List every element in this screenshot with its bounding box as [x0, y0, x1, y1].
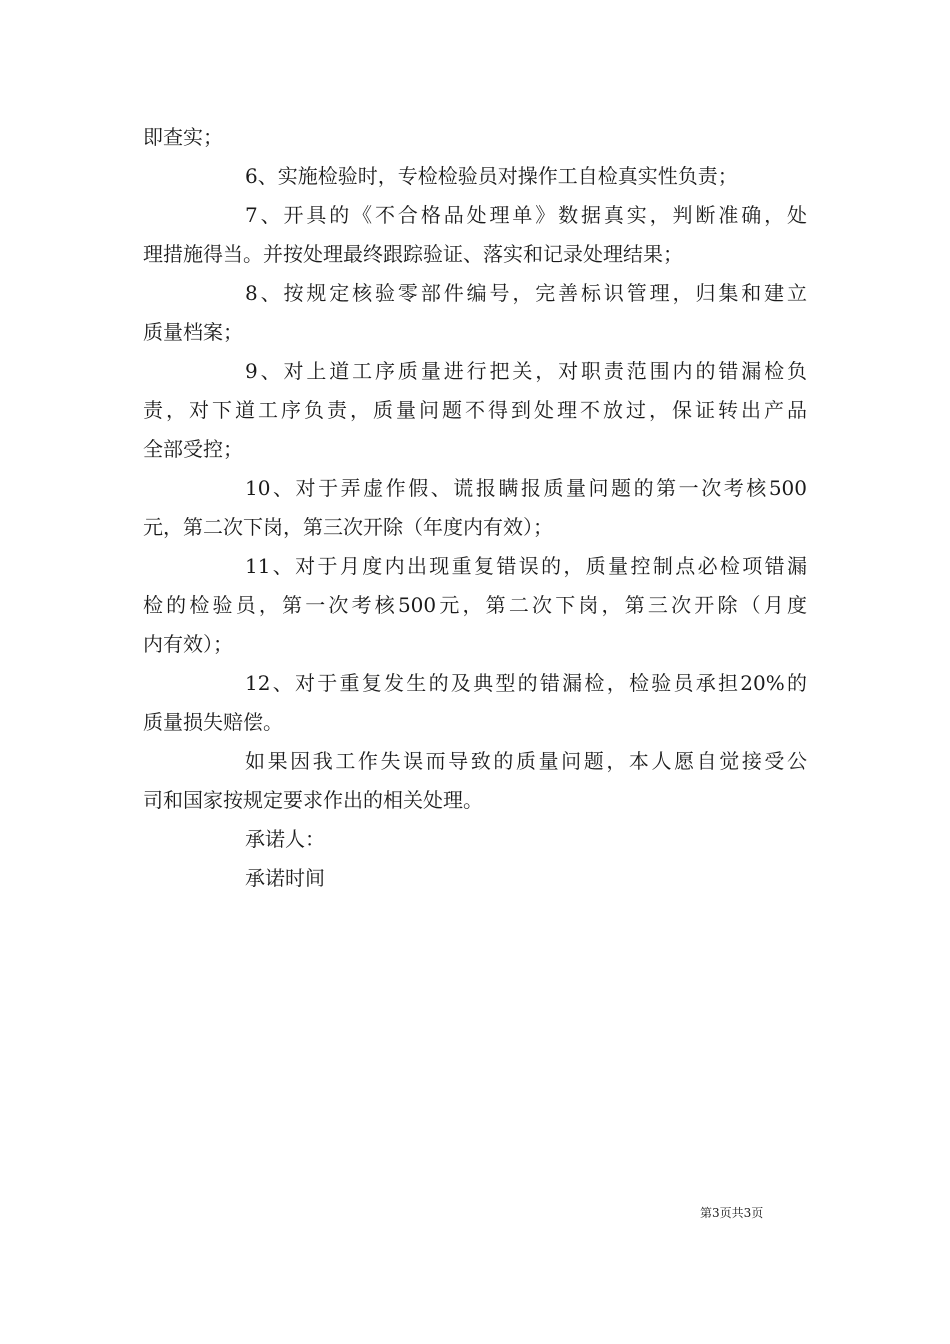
text-line: 7、开具的《不合格品处理单》数据真实，判断准确，处: [245, 203, 807, 227]
text-line: 即查实；: [143, 125, 223, 149]
text-line: 如果因我工作失误而导致的质量问题，本人愿自觉接受公: [245, 749, 807, 773]
text-line: 内有效）；: [143, 632, 233, 656]
document-body: [143, 118, 807, 898]
text-line: 质量档案；: [143, 320, 243, 344]
text-line: 10、对于弄虚作假、谎报瞒报质量问题的第一次考核500: [245, 476, 807, 500]
text-line: 9、对上道工序质量进行把关，对职责范围内的错漏检负: [245, 359, 807, 383]
text-line: 11、对于月度内出现重复错误的，质量控制点必检项错漏: [245, 554, 807, 578]
signature-label: 承诺人：: [245, 827, 325, 851]
text-line: 质量损失赔偿。: [143, 710, 283, 734]
text-line: 司和国家按规定要求作出的相关处理。: [143, 788, 483, 812]
text-line: 元，第二次下岗，第三次开除（年度内有效）；: [143, 515, 553, 539]
text-line: 全部受控；: [143, 437, 243, 461]
text-line: 责，对下道工序负责，质量问题不得到处理不放过，保证转出产品: [143, 398, 807, 422]
page-number: 第3页共3页: [700, 1206, 764, 1220]
text-line: 8、按规定核验零部件编号，完善标识管理，归集和建立: [245, 281, 807, 305]
text-line: 6、实施检验时，专检检验员对操作工自检真实性负责；: [245, 164, 738, 188]
text-line: 理措施得当。并按处理最终跟踪验证、落实和记录处理结果；: [143, 242, 683, 266]
signature-date-label: 承诺时间: [245, 866, 325, 890]
text-line: 12、对于重复发生的及典型的错漏检，检验员承担20%的: [245, 671, 807, 695]
text-line: 检的检验员，第一次考核500元，第二次下岗，第三次开除（月度: [143, 593, 807, 617]
